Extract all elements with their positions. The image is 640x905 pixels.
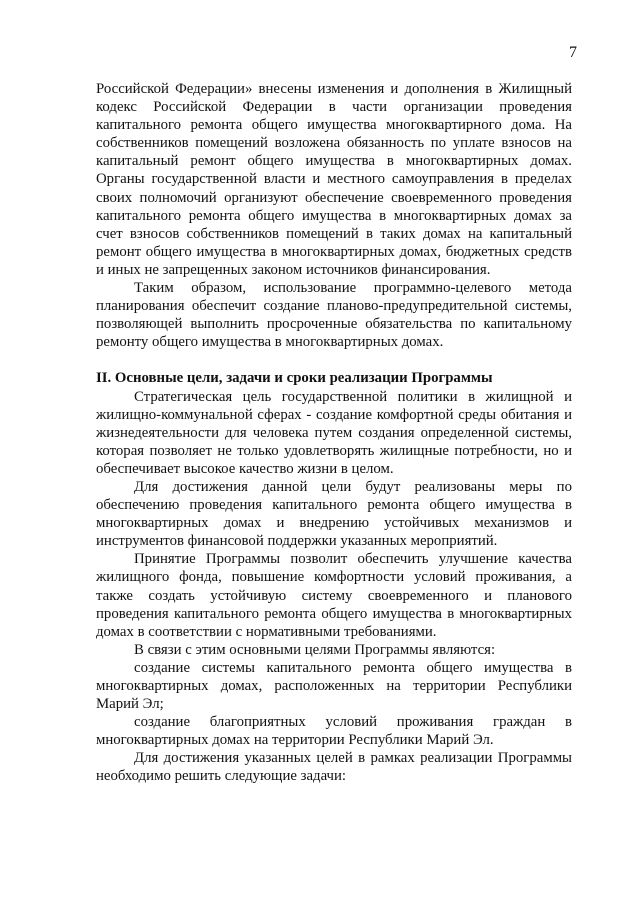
- document-body: [96, 80, 572, 786]
- body-paragraph-1: Стратегическая цель государственной политики в жилищной и жилищно-коммунальной сферах - создание комфортной среды обитания и жизнедеятельности для человека путем создания определенной системы, которая позволяет не только удовлетворять жилищные потребности, но и обеспечивает высокое качество жизни в целом.: [96, 388, 572, 477]
- body-paragraph-3: Принятие Программы позволит обеспечить улучшение качества жилищного фонда, повышение комфортности условий проживания, а также создать устойчивую систему своевременного и планового проведения капитального ремонта общего имущества в многоквартирных домах в соответствии с нормативными требованиями.: [96, 551, 572, 640]
- goal-item-1: создание системы капитального ремонта общего имущества в многоквартирных домах, расположенных на территории Республики Марий Эл;: [96, 659, 572, 713]
- intro-paragraph-2: Таким образом, использование программно-целевого метода планирования обеспечит создание планово-предупредительной системы, позволяющей выполнить просроченные обязательства по капитальному ремонту общего имущества в многоквартирных домах.: [96, 280, 572, 351]
- body-paragraph-4: В связи с этим основными целями Программы являются:: [134, 641, 496, 658]
- intro-paragraph-1: Российской Федерации» внесены изменения и дополнения в Жилищный кодекс Российской Федерации в части организации проведения капитального ремонта общего имущества многоквартирного дома. На собственников помещений возложена обязанность по уплате взносов на капитальный ремонт общего имущества в многоквартирных домах. Органы государственной власти и местного самоуправления в пределах своих полномочий организуют обеспечение своевременного проведения капитального ремонта общего имущества в многоквартирных домах за счет взносов собственников помещений в таких домах на капитальный ремонт общего имущества в многоквартирных домах, бюджетных средств и иных не запрещенных законом источников финансирования.: [96, 81, 572, 278]
- body-paragraph-7: Для достижения указанных целей в рамках реализации Программы необходимо решить следующие задачи:: [96, 750, 572, 785]
- page-number: 7: [569, 44, 577, 61]
- goal-item-2: создание благоприятных условий проживания граждан в многоквартирных домах на территории Республики Марий Эл.: [96, 714, 572, 749]
- body-paragraph-2: Для достижения данной цели будут реализованы меры по обеспечению проведения капитального ремонта общего имущества в многоквартирных домах и внедрению устойчивых механизмов и инструментов финансовой поддержки указанных мероприятий.: [96, 478, 572, 550]
- section-heading: II. Основные цели, задачи и сроки реализации Программы: [96, 370, 493, 387]
